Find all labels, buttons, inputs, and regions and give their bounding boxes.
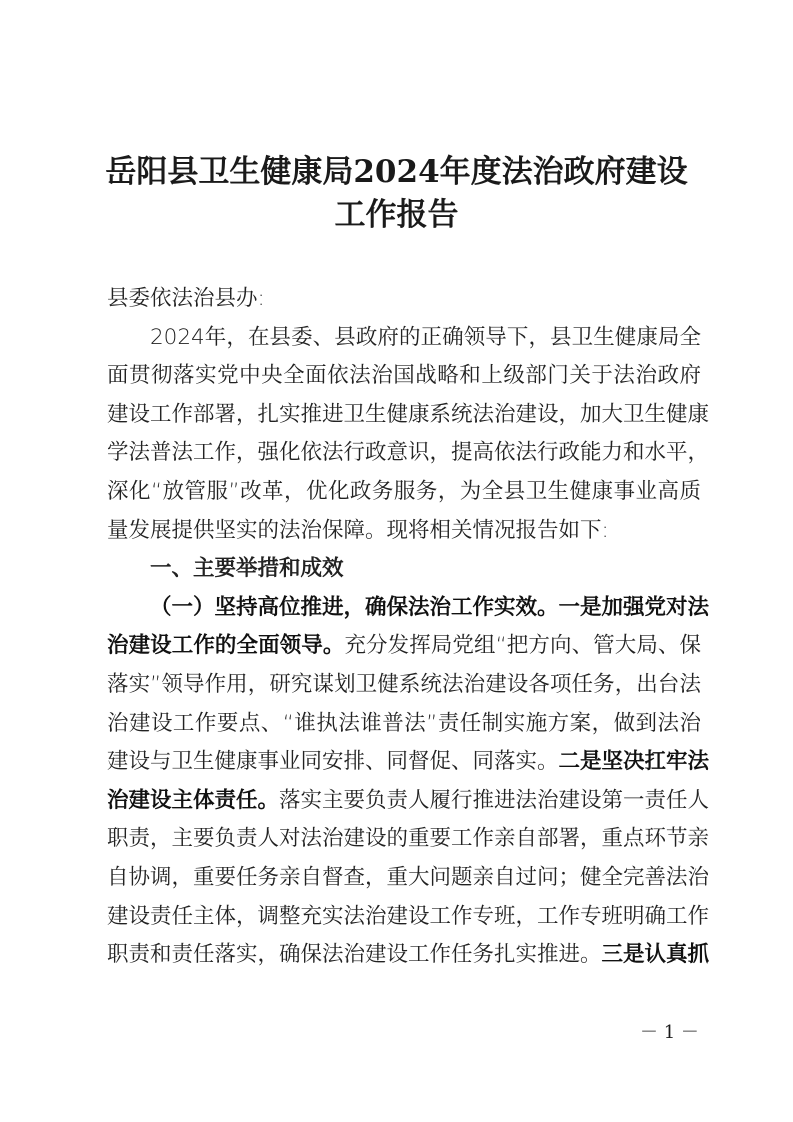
text-line bbox=[107, 280, 701, 319]
bold-text: （一）坚持高位推进，确保法治工作实效。一是加强党对法 bbox=[150, 594, 710, 620]
text-line bbox=[107, 705, 701, 744]
document-title-line-1: 岳阳县卫生健康局2024年度法治政府建设 bbox=[105, 154, 688, 190]
text: 面贯彻落实党中央全面依法治国战略和上级部门关于法治政府 bbox=[107, 363, 701, 389]
text: 落实”领导作用，研究谋划卫健系统法治建设各项任务，出台法 bbox=[107, 671, 701, 697]
text-line bbox=[107, 357, 701, 396]
text-line bbox=[107, 396, 710, 435]
document-body bbox=[107, 280, 710, 975]
page-number: － 1 － bbox=[640, 1022, 699, 1043]
text: 深化“放管服”改革，优化政务服务，为全县卫生健康事业高质 bbox=[107, 478, 701, 504]
section-heading bbox=[107, 550, 701, 589]
text: 落实主要负责人履行推进法治建设第一责任人 bbox=[279, 787, 710, 813]
text: 职责和责任落实，确保法治建设工作任务扎实推进。 bbox=[107, 942, 602, 968]
text: 量发展提供坚实的法治保障。现将相关情况报告如下: bbox=[107, 517, 609, 543]
text-line bbox=[107, 859, 710, 898]
text: 充分发挥局党组“把方向、管大局、保 bbox=[344, 633, 701, 659]
text: 建设与卫生健康事业同安排、同督促、同落实。 bbox=[107, 749, 559, 775]
text: 一、主要举措和成效 bbox=[150, 556, 344, 582]
text-line bbox=[107, 743, 710, 782]
text-line bbox=[107, 936, 710, 975]
text-line bbox=[107, 512, 701, 551]
bold-text: 二是坚决扛牢法 bbox=[558, 749, 710, 775]
bold-text: 治建设主体责任。 bbox=[107, 787, 280, 813]
text-line bbox=[107, 782, 710, 821]
text: 职责，主要负责人对法治建设的重要工作亲自部署，重点环节亲 bbox=[107, 826, 710, 852]
text-line bbox=[107, 898, 710, 937]
text: 县委依法治县办: bbox=[107, 286, 265, 311]
bold-text: 三是认真抓 bbox=[601, 942, 710, 968]
text: 2024年，在县委、县政府的正确领导下，县卫生健康局全 bbox=[150, 324, 701, 350]
text-line bbox=[107, 473, 701, 512]
text-line bbox=[107, 666, 701, 705]
text-line bbox=[107, 627, 701, 666]
text: 学法普法工作，强化依法行政意识，提高依法行政能力和水平， bbox=[107, 440, 710, 466]
bold-text: 治建设工作的全面领导。 bbox=[107, 633, 345, 659]
text: 建设工作部署，扎实推进卫生健康系统法治建设，加大卫生健康 bbox=[107, 401, 710, 427]
document-title-line-2: 工作报告 bbox=[334, 197, 459, 233]
text: 治建设工作要点、“谁执法谁普法”责任制实施方案，做到法治 bbox=[107, 710, 701, 736]
text-line bbox=[107, 434, 710, 473]
text-line bbox=[107, 589, 710, 628]
text: 自协调，重要任务亲自督查，重大问题亲自过问；健全完善法治 bbox=[107, 864, 710, 890]
text-line bbox=[107, 319, 701, 358]
text: 建设责任主体，调整充实法治建设工作专班，工作专班明确工作 bbox=[107, 903, 710, 929]
text-line bbox=[107, 820, 710, 859]
